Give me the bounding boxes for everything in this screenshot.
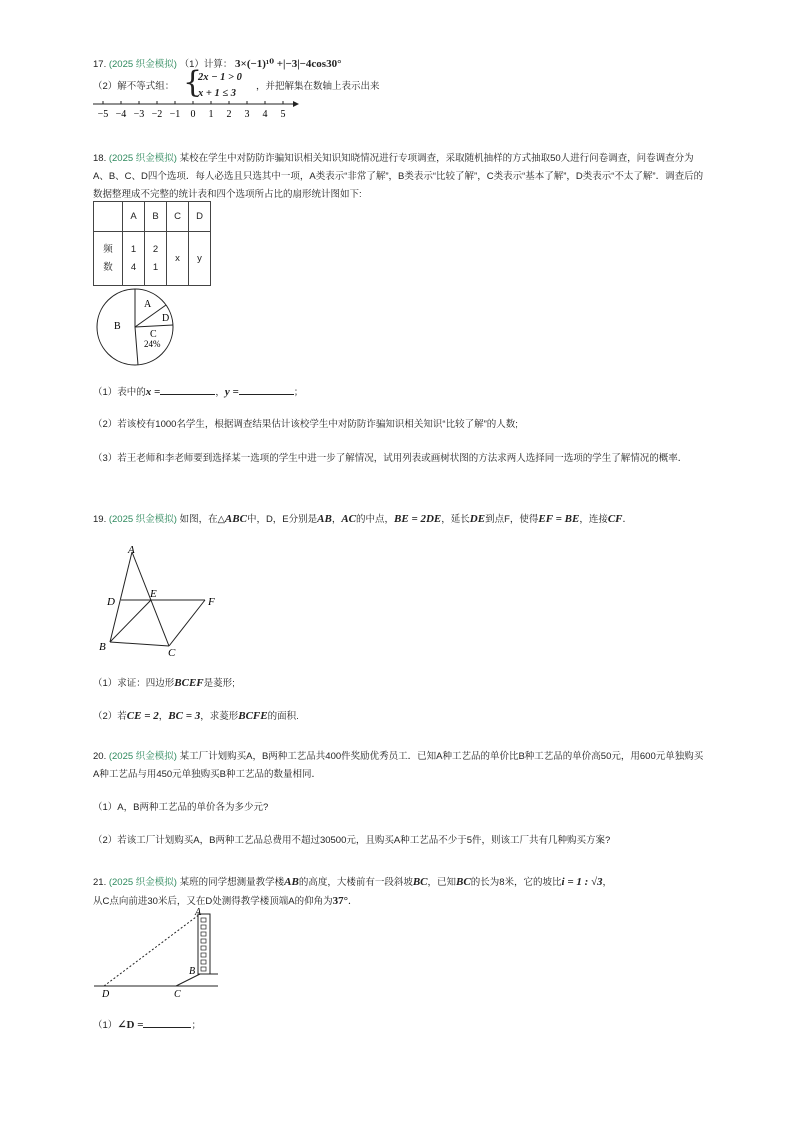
q19-part2-bc: BC = 3 xyxy=(168,710,201,722)
q21-angle-value: 37° xyxy=(332,895,349,907)
table-cell-d: y xyxy=(189,232,211,286)
q18-stem xyxy=(93,150,705,204)
table-header-d: D xyxy=(189,202,211,232)
number-line-label: −2 xyxy=(151,109,163,120)
q19-stem-g: ，连接 xyxy=(579,514,608,525)
number-line-label: −5 xyxy=(97,109,109,120)
q18-frequency-table xyxy=(93,201,211,286)
q19-geometry-figure xyxy=(95,540,230,658)
cell-a-digit-1: 1 xyxy=(130,243,137,255)
q19-stem xyxy=(93,510,705,529)
fig-label-b: B xyxy=(99,641,106,653)
q19-source: (2025 织金模拟) xyxy=(108,514,177,525)
q18-part1-end: ； xyxy=(293,387,304,398)
cell-b-digit-1: 2 xyxy=(152,243,159,255)
q21-source: (2025 织金模拟) xyxy=(108,877,177,888)
table-header-empty xyxy=(94,202,123,232)
q17-inequality-1: 2x − 1 > 0 xyxy=(198,72,242,83)
q19-part2-d: 的面积. xyxy=(267,711,299,722)
number-line-label: 0 xyxy=(190,109,196,120)
q18-part2: （2）若该校有1000名学生，根据调查结果估计该校学生中对防防诈骗知识相关知识“比较了解”的人数; xyxy=(93,419,518,430)
q21-stem-a: 某班的同学想测量教学楼 xyxy=(179,877,285,888)
q21-part1-end: ； xyxy=(191,1020,201,1031)
number-line-label: −1 xyxy=(169,109,181,120)
q21-part1-angle: ∠D = xyxy=(117,1019,144,1031)
seg-c-f xyxy=(169,600,205,646)
q20-number: 20. xyxy=(93,751,107,762)
q18-part1-mid: ， xyxy=(215,387,225,398)
q19-part2-ce: CE = 2 xyxy=(126,710,159,722)
pie-label-c: C xyxy=(150,329,157,340)
building-window xyxy=(201,932,206,936)
number-line-label: 2 xyxy=(226,109,232,120)
q21-part1-prefix: （1） xyxy=(93,1020,118,1031)
building-window xyxy=(201,967,206,971)
q20-part2: （2）若该工厂计划购买A，B两种工艺品总费用不超过30500元，且购买A种工艺品不少于5件，则该工厂共有几种购买方案? xyxy=(93,835,611,846)
q18-part3: （3）若王老师和李老师要到选择某一选项的学生中进一步了解情况，试用列表或画树状图的方法求两人选择同一选项的学生了解情况的概率． xyxy=(93,453,688,464)
q21-stem-line2-b: ． xyxy=(348,896,358,907)
seg-b-c xyxy=(110,642,169,646)
row-label-char-2: 数 xyxy=(103,261,113,273)
number-line-label: −3 xyxy=(133,109,145,120)
q21-seg-ab: AB xyxy=(284,876,299,888)
q19-stem-f: 到点F，使得 xyxy=(485,514,539,525)
building-window xyxy=(201,939,206,943)
q18-part1-x: x = xyxy=(145,386,161,398)
q21-seg-bc: BC xyxy=(412,876,428,888)
q20-part1: （1）A，B两种工艺品的单价各为多少元? xyxy=(93,802,269,813)
building-window xyxy=(201,918,206,922)
q18-number: 18. xyxy=(93,153,107,164)
sight-line-d-a xyxy=(104,914,200,986)
cell-a-digit-2: 4 xyxy=(130,261,137,273)
q21-seg-bc-2: BC xyxy=(456,876,471,888)
q18-answer-blank-y[interactable] xyxy=(239,384,294,395)
table-cell-c: x xyxy=(167,232,189,286)
q21-stem-line2-a: 从C点向前进30米后，又在D处测得教学楼顶端A的仰角为 xyxy=(93,896,333,907)
q17-part2-prefix: （2）解不等式组： xyxy=(93,81,175,92)
q18-source: (2025 织金模拟) xyxy=(108,153,177,164)
q18-pie-chart xyxy=(95,287,177,369)
table-header-a: A xyxy=(123,202,145,232)
number-line-arrow xyxy=(293,101,299,107)
q21-part1 xyxy=(93,1017,705,1034)
q19-part2-a: （2）若 xyxy=(93,711,127,722)
q21-slope-ratio: i = 1 : √3 xyxy=(561,876,603,888)
q18-part1-prefix: （1）表中的 xyxy=(93,387,146,398)
q21-building-figure xyxy=(92,906,227,1000)
q19-cond-be: BE = 2DE xyxy=(394,513,442,525)
table-cell-b xyxy=(145,232,167,286)
q20-source: (2025 织金模拟) xyxy=(108,751,177,762)
pie-label-a: A xyxy=(144,299,152,310)
q21-answer-blank[interactable] xyxy=(143,1017,191,1028)
q19-part1-a: （1）求证：四边形 xyxy=(93,678,175,689)
q17-part1-prefix: （1）计算： xyxy=(179,59,233,70)
q18-part1-y: y = xyxy=(224,386,239,398)
number-line-label: −4 xyxy=(115,109,127,120)
table-row-label xyxy=(94,232,123,286)
table-header-c: C xyxy=(167,202,189,232)
q19-stem-e: ，延长 xyxy=(441,514,470,525)
q18-stem-text: 某校在学生中对防防诈骗知识相关知识知晓情况进行专项调查，采取随机抽样的方式抽取50人进行问卷调查，问卷调查分为A、B、C、D四个选项．每人必选且只选其中一项，A类表示“非常了解”，B类表示“比较了解”，C类表示“基本了解”，D类表示“不太了解”．调查后的数据整理成不完整的统计表和四个选项所占比的扇形统计图如下: xyxy=(93,153,704,200)
q19-seg-de: DE xyxy=(469,513,486,525)
q18-answer-blank-x[interactable] xyxy=(160,384,215,395)
q19-seg-ab: AB xyxy=(317,513,332,525)
pie-label-c-percent: 24% xyxy=(144,339,161,349)
fig-label-d: D xyxy=(107,596,115,608)
q19-seg-cf: CF xyxy=(607,513,623,525)
pie-label-b: B xyxy=(114,321,121,332)
q17-system-brace: { xyxy=(183,65,203,100)
fig-label-c: C xyxy=(168,647,176,658)
q17-inequality-2: x + 1 ≤ 3 xyxy=(198,88,236,99)
building-window xyxy=(201,925,206,929)
q20-stem-text: 某工厂计划购买A，B两种工艺品共400件奖励优秀员工．已知A种工艺品的单价比B种工艺品的单价高50元，用600元单独购买A种工艺品与用450元单独购买B种工艺品的数量相同． xyxy=(93,751,704,780)
fig-label-e: E xyxy=(150,588,157,600)
pie-label-d: D xyxy=(162,313,170,324)
fig-label-f: F xyxy=(208,596,215,608)
q21-number: 21. xyxy=(93,877,107,888)
q19-stem-d: 的中点， xyxy=(356,514,395,525)
q19-stem-b: 中，D，E分别是 xyxy=(246,514,318,525)
number-line-label: 3 xyxy=(244,109,250,120)
number-line-label: 5 xyxy=(280,109,286,120)
q19-part1 xyxy=(93,675,705,692)
q19-part2-b: ， xyxy=(158,711,169,722)
q17-part1-expression: 3×(−1)¹⁰ +|−3|−4cos30° xyxy=(235,58,342,70)
q19-number: 19. xyxy=(93,514,107,525)
q19-part2-c: ，求菱形 xyxy=(200,711,239,722)
q19-part1-quad: BCEF xyxy=(174,677,204,689)
building-window xyxy=(201,953,206,957)
table-header-b: B xyxy=(145,202,167,232)
q19-part2 xyxy=(93,708,705,725)
q19-stem-a: 如图，在△ xyxy=(179,514,225,525)
q19-part2-rhombus: BCFE xyxy=(238,710,268,722)
number-line-label: 4 xyxy=(262,109,268,120)
q17-source: (2025 织金模拟) xyxy=(108,59,177,70)
building-window xyxy=(201,946,206,950)
fig21-label-c: C xyxy=(174,989,181,1000)
q19-stem-h: ． xyxy=(622,514,633,525)
q19-seg-ac: AC xyxy=(341,513,357,525)
q17-part2-suffix: ，并把解集在数轴上表示出来 xyxy=(256,81,380,92)
q19-cond-ef: EF = BE xyxy=(538,513,580,525)
q17-number-line xyxy=(88,100,303,122)
table-cell-a xyxy=(123,232,145,286)
row-label-char-1: 频 xyxy=(103,243,113,255)
q18-part1 xyxy=(93,384,705,401)
number-line-label: 1 xyxy=(208,109,214,120)
building-window xyxy=(201,960,206,964)
fig21-label-d: D xyxy=(102,989,110,1000)
q21-stem-b: 的高度，大楼前有一段斜坡 xyxy=(298,877,413,888)
slope-c-b xyxy=(176,974,200,986)
q21-stem-c: ，已知 xyxy=(427,877,457,888)
cell-b-digit-2: 1 xyxy=(152,261,159,273)
fig21-label-b: B xyxy=(189,966,196,977)
fig21-label-a: A xyxy=(195,907,202,918)
q19-part1-b: 是菱形; xyxy=(203,678,235,689)
seg-b-e xyxy=(110,600,151,642)
q21-stem-e: ， xyxy=(602,877,613,888)
fig-label-a: A xyxy=(128,544,135,556)
q21-stem-d: 的长为8米，它的坡比 xyxy=(470,877,562,888)
q19-triangle-abc: ABC xyxy=(224,513,247,525)
q20-stem xyxy=(93,748,705,784)
q19-stem-c: ， xyxy=(331,514,342,525)
building-body xyxy=(198,914,210,974)
q17-number: 17. xyxy=(93,59,107,70)
